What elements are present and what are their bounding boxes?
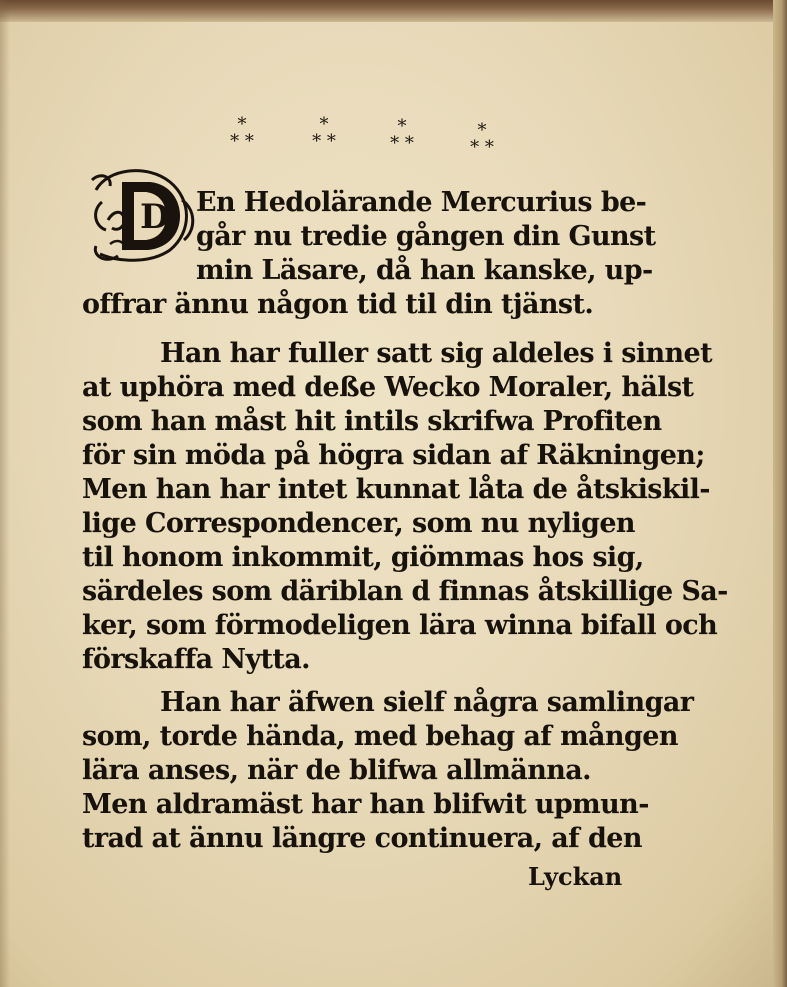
text-line: Han har fuller satt sig aldeles i sinnet xyxy=(160,338,712,369)
drop-cap-letter: D xyxy=(140,197,170,237)
catchword: Lyckan xyxy=(528,862,623,891)
text-line: offrar ännu någon tid til din tjänst. xyxy=(82,289,594,320)
paragraph-2 xyxy=(82,337,728,677)
text-line: at uphöra med deße Wecko Moraler, hälst xyxy=(82,372,694,403)
paragraph-3 xyxy=(82,686,694,856)
text-line: trad at ännu längre continuera, af den xyxy=(82,823,642,854)
asterisk-group: * * * xyxy=(312,114,336,152)
text-line: som han måst hit intils skrifwa Profiten xyxy=(82,406,662,437)
text-line: En Hedolärande Mercurius be- xyxy=(196,187,647,218)
page-top-edge xyxy=(0,0,787,22)
text-line: går nu tredie gången din Gunst xyxy=(196,221,656,252)
text-line: som, torde hända, med behag af mången xyxy=(82,721,678,752)
text-line: min Läsare, då han kanske, up- xyxy=(196,255,653,286)
text-line: för sin möda på högra sidan af Räkningen; xyxy=(82,440,705,471)
page-right-edge xyxy=(773,0,787,987)
text-line: lige Correspondencer, som nu nyligen xyxy=(82,508,635,539)
text-line: til honom inkommit, giömmas hos sig, xyxy=(82,542,644,573)
text-line: förskaffa Nytta. xyxy=(82,644,310,675)
asterisk-group: * * * xyxy=(470,120,494,158)
decorated-initial-d xyxy=(88,160,200,268)
text-line: Men aldramäst har han blifwit upmun- xyxy=(82,789,649,820)
text-line: ker, som förmodeligen lära winna bifall och xyxy=(82,610,718,641)
text-line: Han har äfwen sielf några samlingar xyxy=(160,687,694,718)
asterisk-group: * * * xyxy=(390,116,414,154)
paragraph-1-indented xyxy=(196,186,656,288)
gutter-shadow xyxy=(0,0,10,987)
text-line: Men han har intet kunnat låta de åtskiskil- xyxy=(82,474,710,505)
text-line: lära anses, när de blifwa allmänna. xyxy=(82,755,591,786)
paragraph-1-continued xyxy=(82,288,642,322)
asterisk-group: * * * xyxy=(230,114,254,152)
asterisk-ornament xyxy=(220,116,520,166)
text-line: särdeles som däriblan d finnas åtskillige Sa- xyxy=(82,576,728,607)
